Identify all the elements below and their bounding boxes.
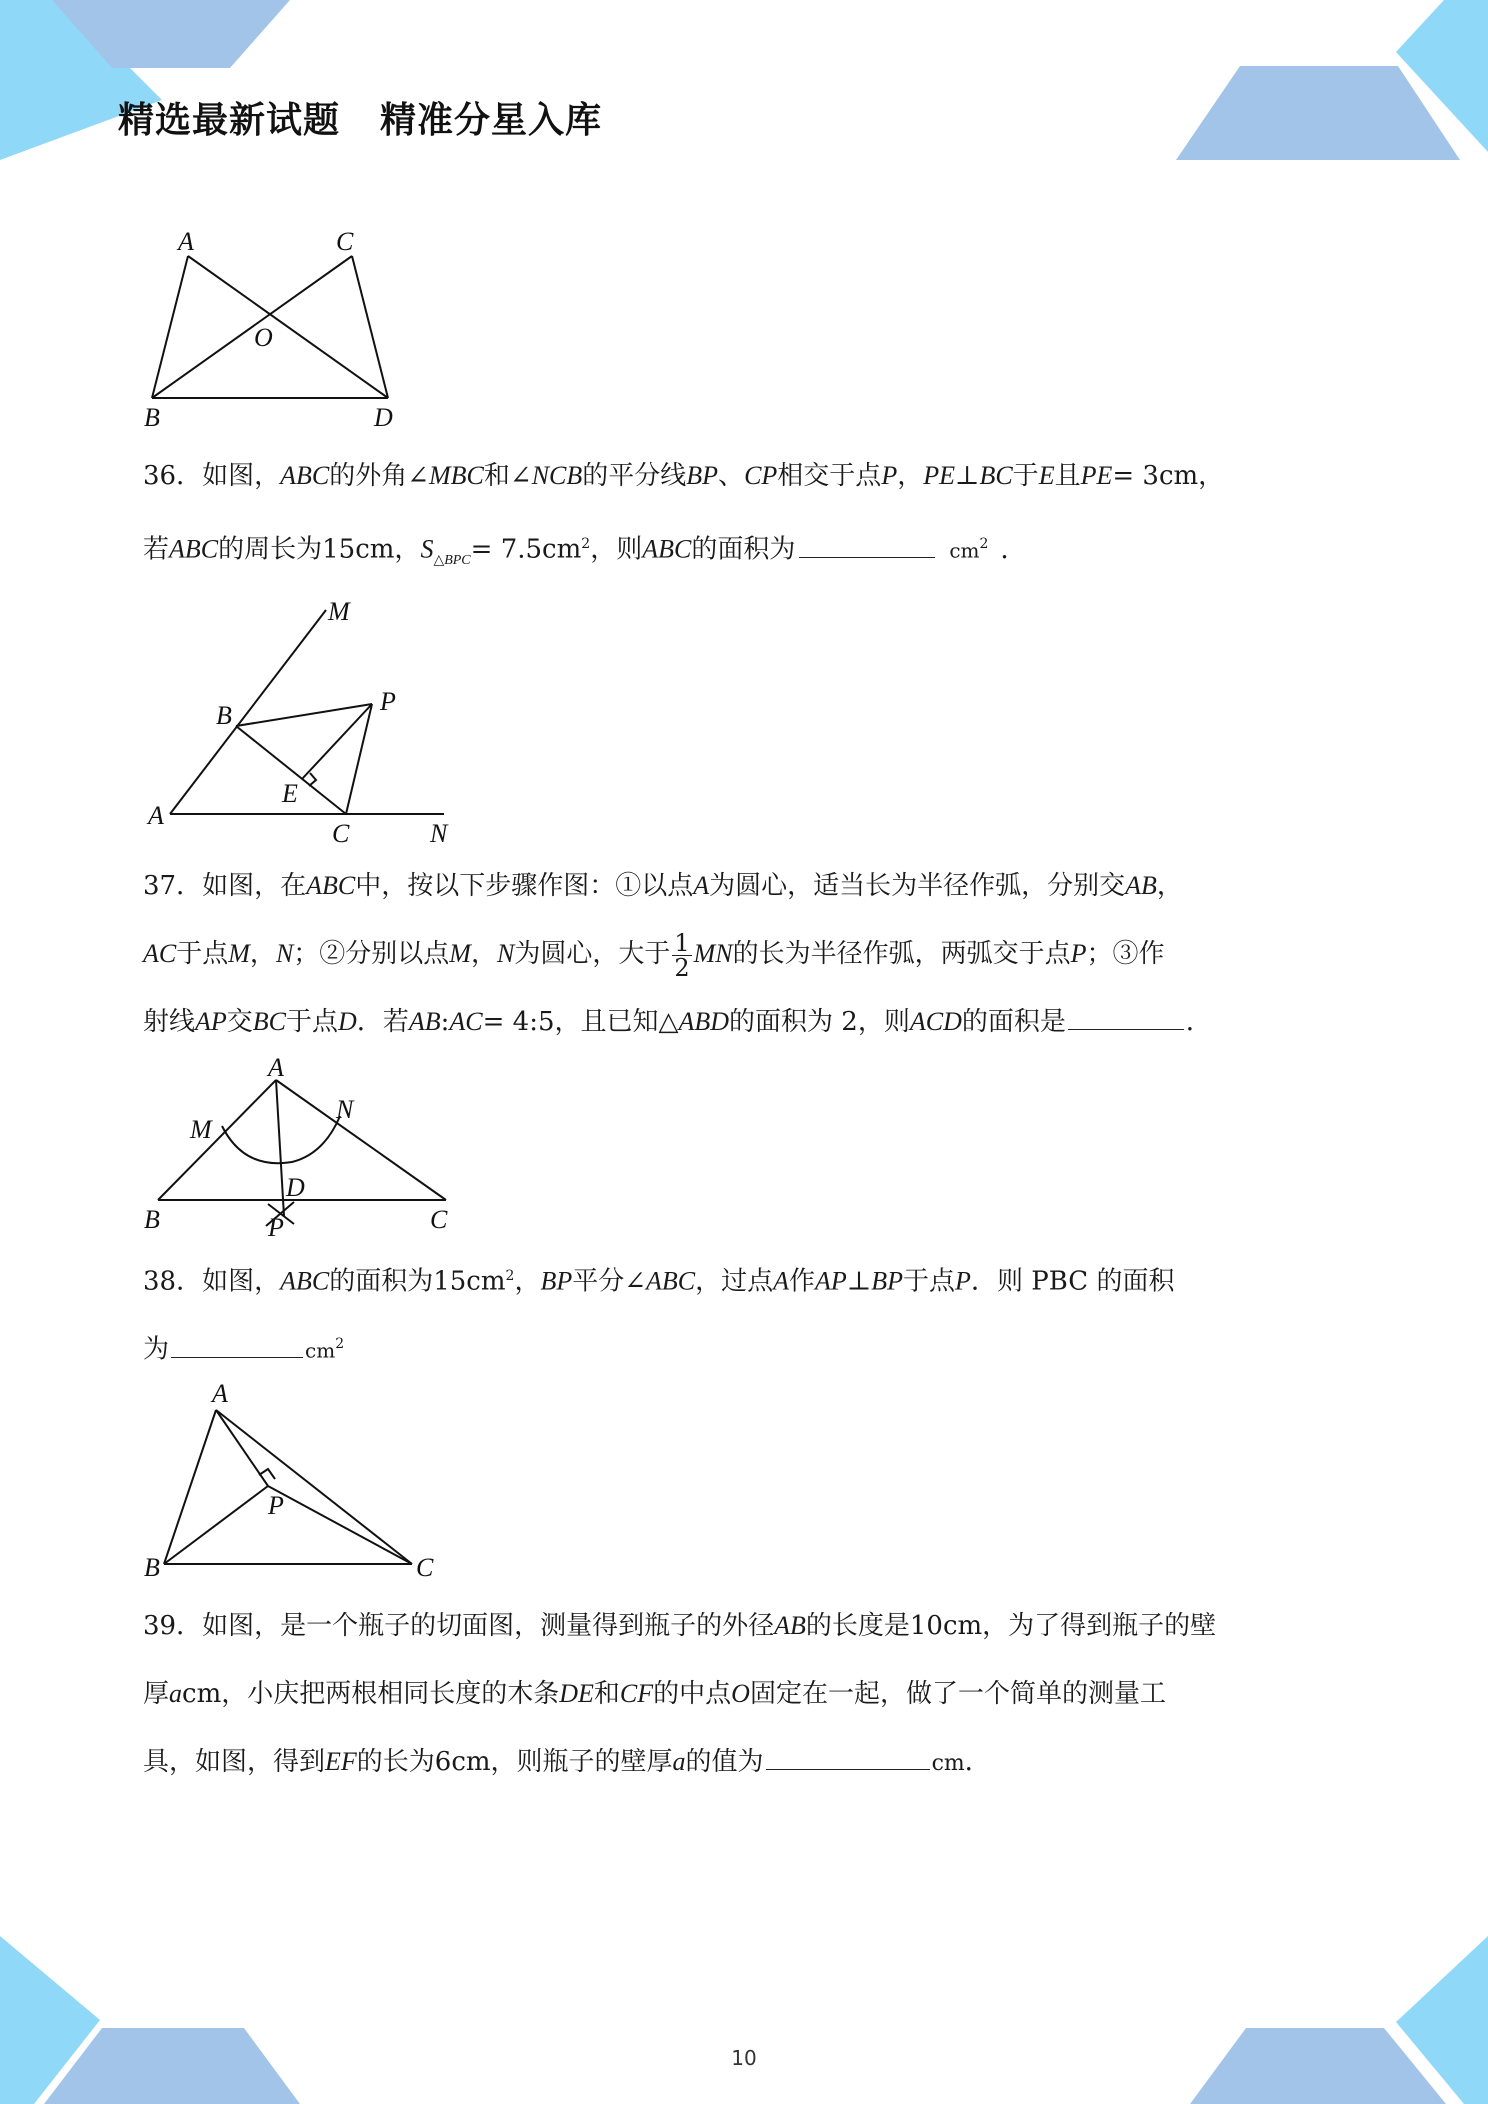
fig38-segment-cp [268,1486,412,1564]
q38-math: ABC [280,1266,330,1296]
q39-unit: cm [931,1751,965,1776]
q36-unit: cm [949,538,980,563]
q38-math: P [955,1266,971,1296]
fig37-label-a: A [268,1056,284,1082]
q37-text: ， [470,939,497,969]
q36-math: NCB [531,461,583,490]
fig35-label-a: A [178,227,194,256]
fig35-label-d: D [374,403,393,432]
fig38-label-b: B [144,1553,160,1582]
q38-unit: cm [305,1338,336,1363]
q39-text: 和 [593,1679,620,1709]
fig37-label-c: C [430,1205,448,1234]
q37-text: 为圆心，适当长为半径作弧，分别交 [709,871,1126,901]
q36-text: 于 [1012,461,1039,491]
question-39-line-1 [143,1592,1348,1660]
q39-text: ． [964,1747,991,1777]
q37-math: D [338,1007,357,1036]
fig38-segment-ab [164,1410,216,1564]
q38-unit-superscript: 2 [335,1336,345,1352]
q38-math: BP [540,1266,573,1296]
header-title-part2: 精准分星入库 [380,100,603,141]
page-header-title [118,92,602,143]
fig38-label-p: P [268,1491,284,1520]
question-39 [143,1592,1348,1796]
question-38-line-1 [143,1242,1348,1310]
q36-math: MBC [429,461,484,490]
q37-math: M [449,939,471,968]
q37-math: AB [408,1007,441,1036]
question-36-line-2 [143,510,1348,578]
q39-number: 39．如图，是一个瓶子的切面图，测量得到瓶子的外径 [143,1611,775,1641]
q36-math: PE [923,461,955,490]
q39-math: AB [774,1611,806,1640]
question-38-line-2 [143,1310,1348,1378]
q36-text: 相交于点 [777,461,882,491]
q38-answer-blank[interactable] [171,1331,303,1358]
q37-text: 的面积为 2，则 [729,1007,910,1037]
q36-math: CP [744,461,778,490]
question-37-line-1 [143,852,1348,920]
q39-math: a [169,1679,183,1708]
question-37-line-2 [143,920,1348,988]
q37-text: = 4:5，且已知△ [482,1007,679,1037]
q36-superscript: 2 [581,536,591,552]
q36-text: 的平分线 [582,461,687,491]
q37-math: AC [449,1007,483,1036]
q36-math: PE [1080,461,1113,490]
q36-math: P [881,461,898,490]
q37-text: 射线 [143,1007,196,1037]
q36-text: ⊥ [954,461,980,491]
q39-text: 固定在一起，做了一个简单的测量工 [749,1679,1166,1709]
q36-math: ABC [642,534,692,564]
q37-text: 于点 [286,1007,339,1037]
q38-text: 于点 [903,1266,956,1297]
q39-math: CF [619,1679,654,1708]
q39-text: 厚 [143,1679,170,1709]
figure-38 [140,1374,450,1582]
fig37-ray-ap [276,1080,284,1216]
fig35-label-b: B [144,403,160,432]
fig36-label-a: A [148,801,164,830]
q37-text: 于点 [176,939,229,969]
q38-math: AP [815,1266,847,1296]
q36-math: BP [686,461,719,490]
q39-math: DE [559,1679,594,1708]
fig37-label-n: N [336,1095,354,1124]
question-36 [143,442,1348,578]
q36-text: ， [897,461,924,491]
question-38 [143,1242,1348,1378]
question-37-line-3 [143,988,1348,1056]
question-39-line-2 [143,1660,1348,1728]
q39-math: O [731,1679,750,1708]
q39-text: 的长为6cm，则瓶子的壁厚 [356,1747,673,1777]
q38-text: ， [514,1266,541,1297]
q39-text: 具，如图，得到 [143,1747,326,1777]
fraction-numerator: 1 [674,928,690,957]
q39-text: 的长度是10cm，为了得到瓶子的壁 [805,1611,1217,1641]
q37-text: 的面积是 [961,1007,1066,1037]
fig36-label-c: C [332,819,350,848]
question-37 [143,852,1348,1056]
fig36-segment-bp [236,704,372,726]
q37-math: ABD [678,1007,730,1036]
q37-answer-blank[interactable] [1068,1003,1184,1030]
q38-math: A [773,1266,790,1296]
q36-math: S [420,534,434,564]
q39-text: 的值为 [685,1747,764,1777]
fig38-label-a: A [212,1379,228,1408]
q36-text: = 7.5cm [470,534,582,565]
fig37-label-m: M [190,1115,212,1144]
q37-math: BC [252,1007,287,1036]
q37-math: P [1070,939,1087,968]
q37-text: ；③作 [1086,939,1165,969]
q39-text: cm，小庆把两根相同长度的木条 [182,1679,560,1709]
figure-35 [140,220,410,432]
q37-text: 中，按以下步骤作图：①以点 [355,871,694,901]
q37-text: 交 [226,1007,253,1037]
q36-text: ． [1000,534,1027,565]
q36-number: 36．如图， [143,461,281,491]
q37-math: ACD [909,1007,962,1036]
q37-math: MN [693,939,733,968]
q37-math: A [693,871,710,900]
fig37-label-b: B [144,1205,160,1234]
q38-text: ⊥ [846,1266,872,1297]
q36-subscript: △BPC [433,552,471,568]
q39-math: EF [325,1747,357,1776]
q36-answer-blank[interactable] [799,531,935,558]
fig36-ray-am [170,610,326,814]
q36-text: ，则 [590,534,643,565]
q37-text: ；②分别以点 [293,939,450,969]
q36-math: ABC [169,534,219,564]
fig38-segment-ac [216,1410,412,1564]
fig37-segment-ab [158,1080,276,1200]
fig36-right-angle-mark [309,773,316,786]
header-title-part1: 精选最新试题 [118,100,341,141]
q36-text: 且 [1054,461,1081,491]
figure-36 [140,588,470,850]
q38-text: ．则 PBC 的面积 [970,1266,1175,1297]
fig35-label-c: C [336,227,354,256]
q36-math: BC [979,461,1013,490]
q36-text: 、 [718,461,745,491]
fig36-label-b: B [216,701,232,730]
q37-math: AB [1125,871,1157,900]
q37-text: ．若 [356,1007,409,1037]
q37-text: ． [1185,1007,1212,1037]
q37-math: AC [143,939,177,968]
fig36-segment-pe [302,704,372,779]
figure-37 [140,1056,470,1246]
q37-fraction [672,928,691,982]
top-right-trapezoid-decoration [1176,66,1460,160]
q36-unit-superscript: 2 [979,536,989,552]
fig36-label-n: N [430,819,448,848]
q38-superscript: 2 [505,1268,515,1284]
q37-number: 37．如图，在 [143,871,307,901]
q37-text: : [440,1007,450,1037]
fig38-segment-bp [164,1486,268,1564]
q38-text: 作 [789,1266,816,1297]
question-36-line-1 [143,442,1348,510]
fig37-label-p: P [268,1213,284,1242]
q38-math: BP [871,1266,904,1296]
q36-math: ABC [280,461,330,490]
fig37-label-d: D [286,1173,305,1202]
fig36-label-m: M [328,597,350,626]
q37-math: M [228,939,250,968]
q37-math: N [275,939,294,968]
q38-text: 平分∠ [572,1266,647,1297]
fig36-label-e: E [282,779,298,808]
q36-text: = 3cm， [1112,461,1225,491]
q37-math: AP [195,1007,227,1036]
fig36-segment-cp [346,704,372,814]
q37-text: 为圆心，大于 [514,939,671,969]
fig36-label-p: P [380,687,396,716]
q36-text: 和∠ [483,461,532,491]
q37-text: 的长为半径作弧，两弧交于点 [732,939,1071,969]
fraction-denominator: 2 [674,953,690,982]
q38-number: 38．如图， [143,1266,281,1297]
q37-text: ， [249,939,276,969]
q37-math: N [496,939,515,968]
q36-math: E [1038,461,1055,490]
q39-answer-blank[interactable] [766,1743,930,1770]
q37-math: ABC [306,871,356,900]
fig38-label-c: C [416,1553,434,1582]
q39-text: 的中点 [653,1679,732,1709]
q36-text: 若 [143,534,170,565]
fig35-label-o: O [254,323,273,352]
q38-text: 的面积为15cm [329,1266,506,1297]
q36-text: 的周长为15cm， [218,534,421,565]
q38-text: ，过点 [695,1266,774,1297]
q37-text: ， [1156,871,1183,901]
question-39-line-3 [143,1728,1348,1796]
page-number: 10 [731,2046,757,2070]
q38-text: 为 [143,1334,170,1365]
q36-text: 的外角∠ [329,461,429,491]
q36-text: 的面积为 [691,534,796,565]
q38-math: ABC [646,1266,696,1296]
q39-math: a [672,1747,686,1776]
